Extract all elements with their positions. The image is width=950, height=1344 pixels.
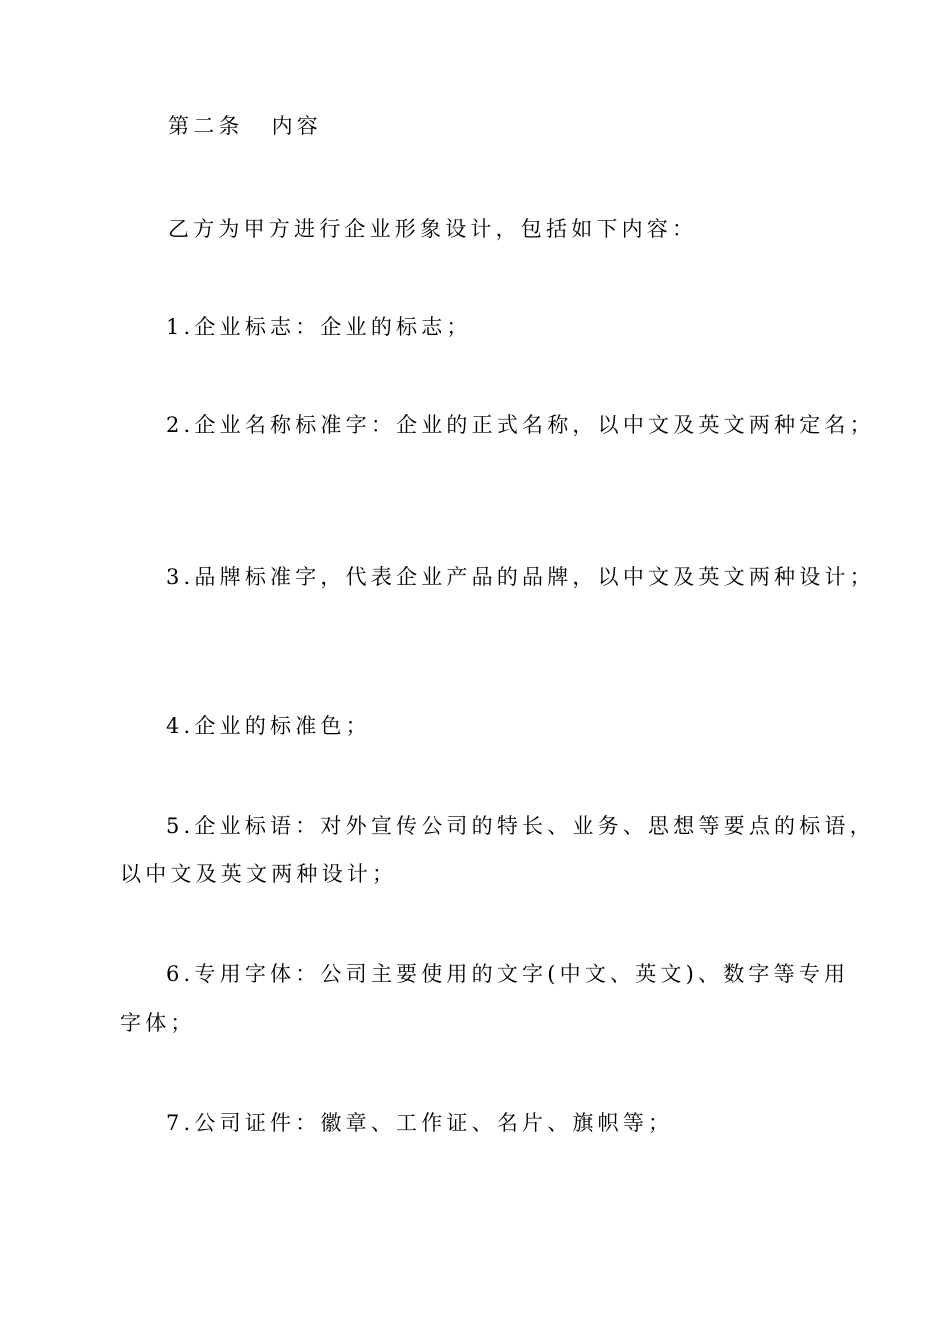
- item-brand-name: 3.品牌标准字，代表企业产品的品牌，以中文及英文两种设计；: [166, 565, 875, 589]
- item-typeface: 6.专用字体：公司主要使用的文字(中文、英文)、数字等专用: [166, 962, 850, 986]
- item-logo: 1.企业标志：企业的标志；: [166, 315, 472, 339]
- item-typeface-continued: 字体；: [120, 1011, 196, 1035]
- article-heading: [168, 113, 322, 139]
- item-slogan-continued: 以中文及英文两种设计；: [120, 862, 398, 886]
- intro-paragraph: 乙方为甲方进行企业形象设计，包括如下内容：: [168, 217, 698, 241]
- article-number: 第二条: [168, 114, 244, 138]
- item-company-name: 2.企业名称标准字：企业的正式名称，以中文及英文两种定名；: [166, 413, 875, 437]
- item-standard-color: 4.企业的标准色；: [166, 714, 371, 738]
- article-title: 内容: [271, 114, 323, 138]
- item-credentials: 7.公司证件：徽章、工作证、名片、旗帜等；: [166, 1111, 674, 1135]
- item-slogan: 5.企业标语：对外宣传公司的特长、业务、思想等要点的标语，: [166, 814, 875, 838]
